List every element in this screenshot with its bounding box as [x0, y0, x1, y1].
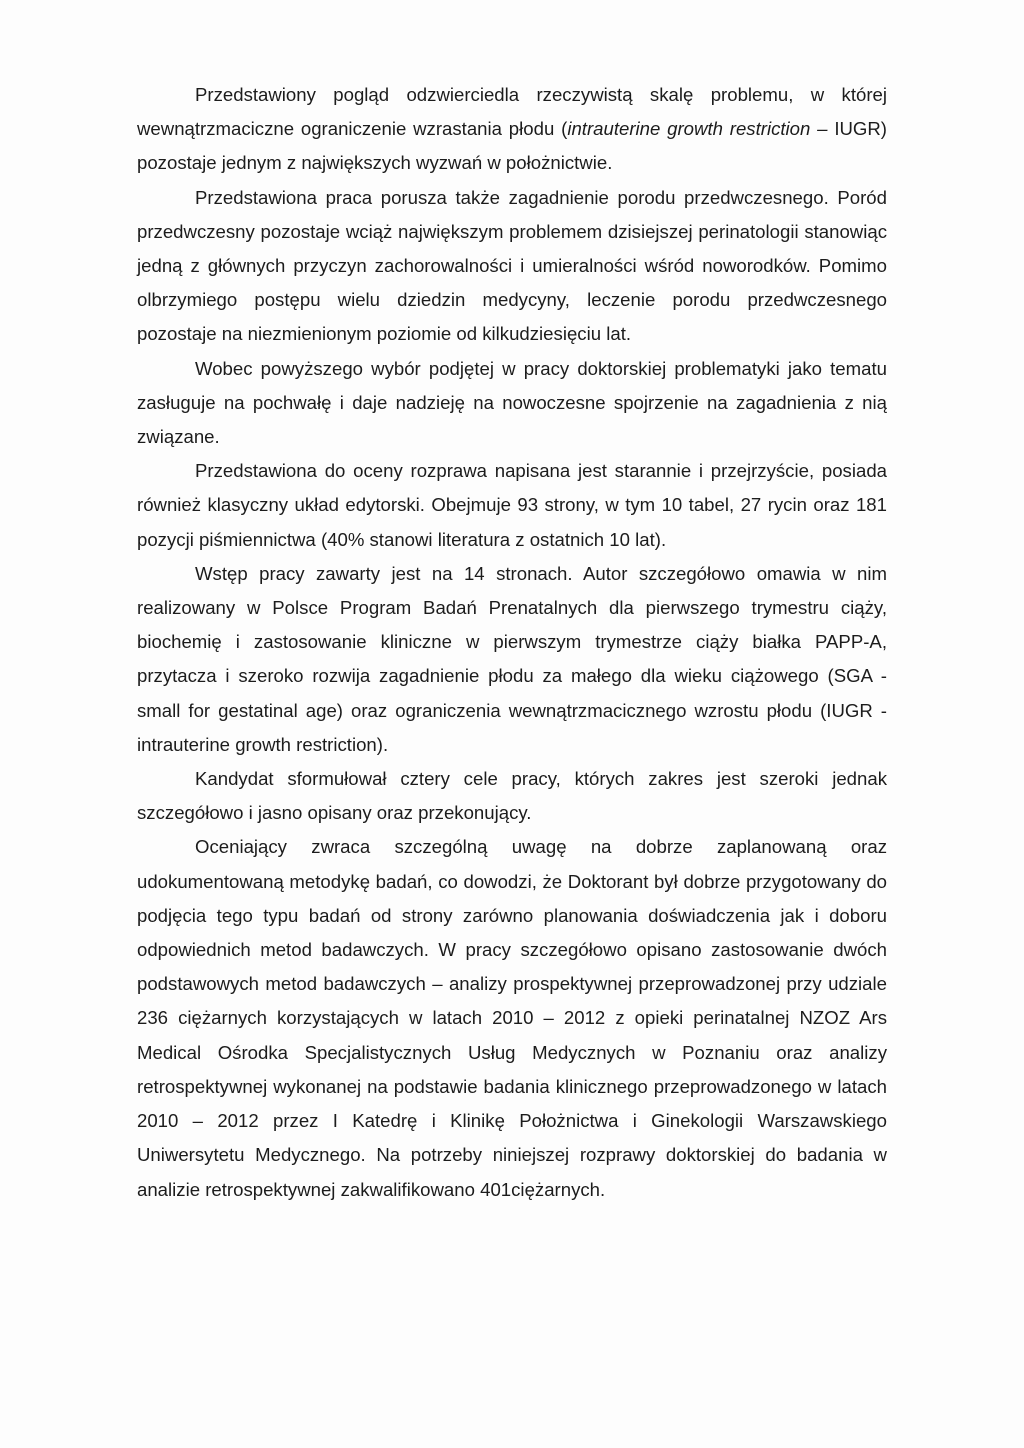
italic-term: intrauterine growth restriction – — [567, 118, 828, 140]
paragraph-text: Przedstawiony pogląd odzwierciedla rzeczywistą skalę problemu, w której wewnątrzmaciczne ograniczenie wzrastania płodu ( — [137, 84, 887, 140]
paragraph-text: Przedstawiona praca porusza także zagadnienie porodu przedwczesnego. Poród przedwczesny pozostaje wciąż największym problemem dzisiejszej perinatologii stanowiąc jedną z głównych przyczyn zachorowalności i umieralności wśród noworodków. Pomimo olbrzymiego postępu wielu dziedzin medycyny, leczenie porodu przedwczesnego pozostaje na niezmienionym poziomie od kilkudziesięciu lat. — [137, 186, 887, 345]
paragraph-text: IUGR) pozostaje jednym z największych wyzwań w położnictwie. — [137, 118, 888, 174]
paragraph-text: Wstęp pracy zawarty jest na 14 stronach. Autor szczegółowo omawia w nim realizowany w Polsce Program Badań Prenatalnych dla pierwszego trymestru ciąży, biochemię i zastosowanie kliniczne w pierwszym trymestrze ciąży białka PAPP-A, przytacza i szeroko rozwija zagadnienie płodu za małego dla wieku ciążowego (SGA - small for gestatinal age) oraz ograniczenia wewnątrzmacicznego wzrostu płodu (IUGR - intrauterine growth restriction). — [137, 562, 887, 755]
paragraph-introduction — [137, 557, 887, 762]
paragraph-text: Przedstawiona do oceny rozprawa napisana jest starannie i przejrzyście, posiada również klasyczny układ edytorski. Obejmuje 93 strony, w tym 10 tabel, 27 rycin oraz 181 pozycji piśmiennictwa (40% stanowi literatura z ostatnich 10 lat). — [137, 460, 887, 550]
paragraph-research-goals — [137, 762, 887, 830]
paragraph-text: Kandydat sformułował cztery cele pracy, których zakres jest szeroki jednak szczegółowo i jasno opisany oraz przekonujący. — [137, 768, 887, 824]
paragraph-methodology — [137, 830, 887, 1206]
document-body — [137, 78, 887, 1207]
paragraph-topic-choice — [137, 352, 887, 455]
paragraph-dissertation-structure — [137, 454, 887, 557]
paragraph-text: Wobec powyższego wybór podjętej w pracy doktorskiej problematyki jako tematu zasługuje na pochwałę i daje nadzieję na nowoczesne spojrzenie na zagadnienia z nią związane. — [137, 357, 887, 448]
paragraph-preterm-birth — [137, 181, 887, 352]
paragraph-iugr-challenge — [137, 78, 887, 181]
paragraph-text: Oceniający zwraca szczególną uwagę na dobrze zaplanowaną oraz udokumentowaną metodykę badań, co dowodzi, że Doktorant był dobrze przygotowany do podjęcia tego typu badań od strony zarówno planowania doświadczenia jak i doboru odpowiednich metod badawczych. W pracy szczegółowo opisano zastosowanie dwóch podstawowych metod badawczych – analizy prospektywnej przeprowadzonej przy udziale 236 ciężarnych korzystających w latach 2010 – 2012 z opieki perinatalnej NZOZ Ars Medical Ośrodka Specjalistycznych Usług Medycznych w Poznaniu oraz analizy retrospektywnej wykonanej na podstawie badania klinicznego przeprowadzonego w latach 2010 – 2012 przez I Katedrę i Klinikę Położnictwa i Ginekologii Warszawskiego Uniwersytetu Medycznego. Na potrzeby niniejszej rozprawy doktorskiej do badania w analizie retrospektywnej zakwalifikowano 401ciężarnych. — [137, 836, 887, 1200]
